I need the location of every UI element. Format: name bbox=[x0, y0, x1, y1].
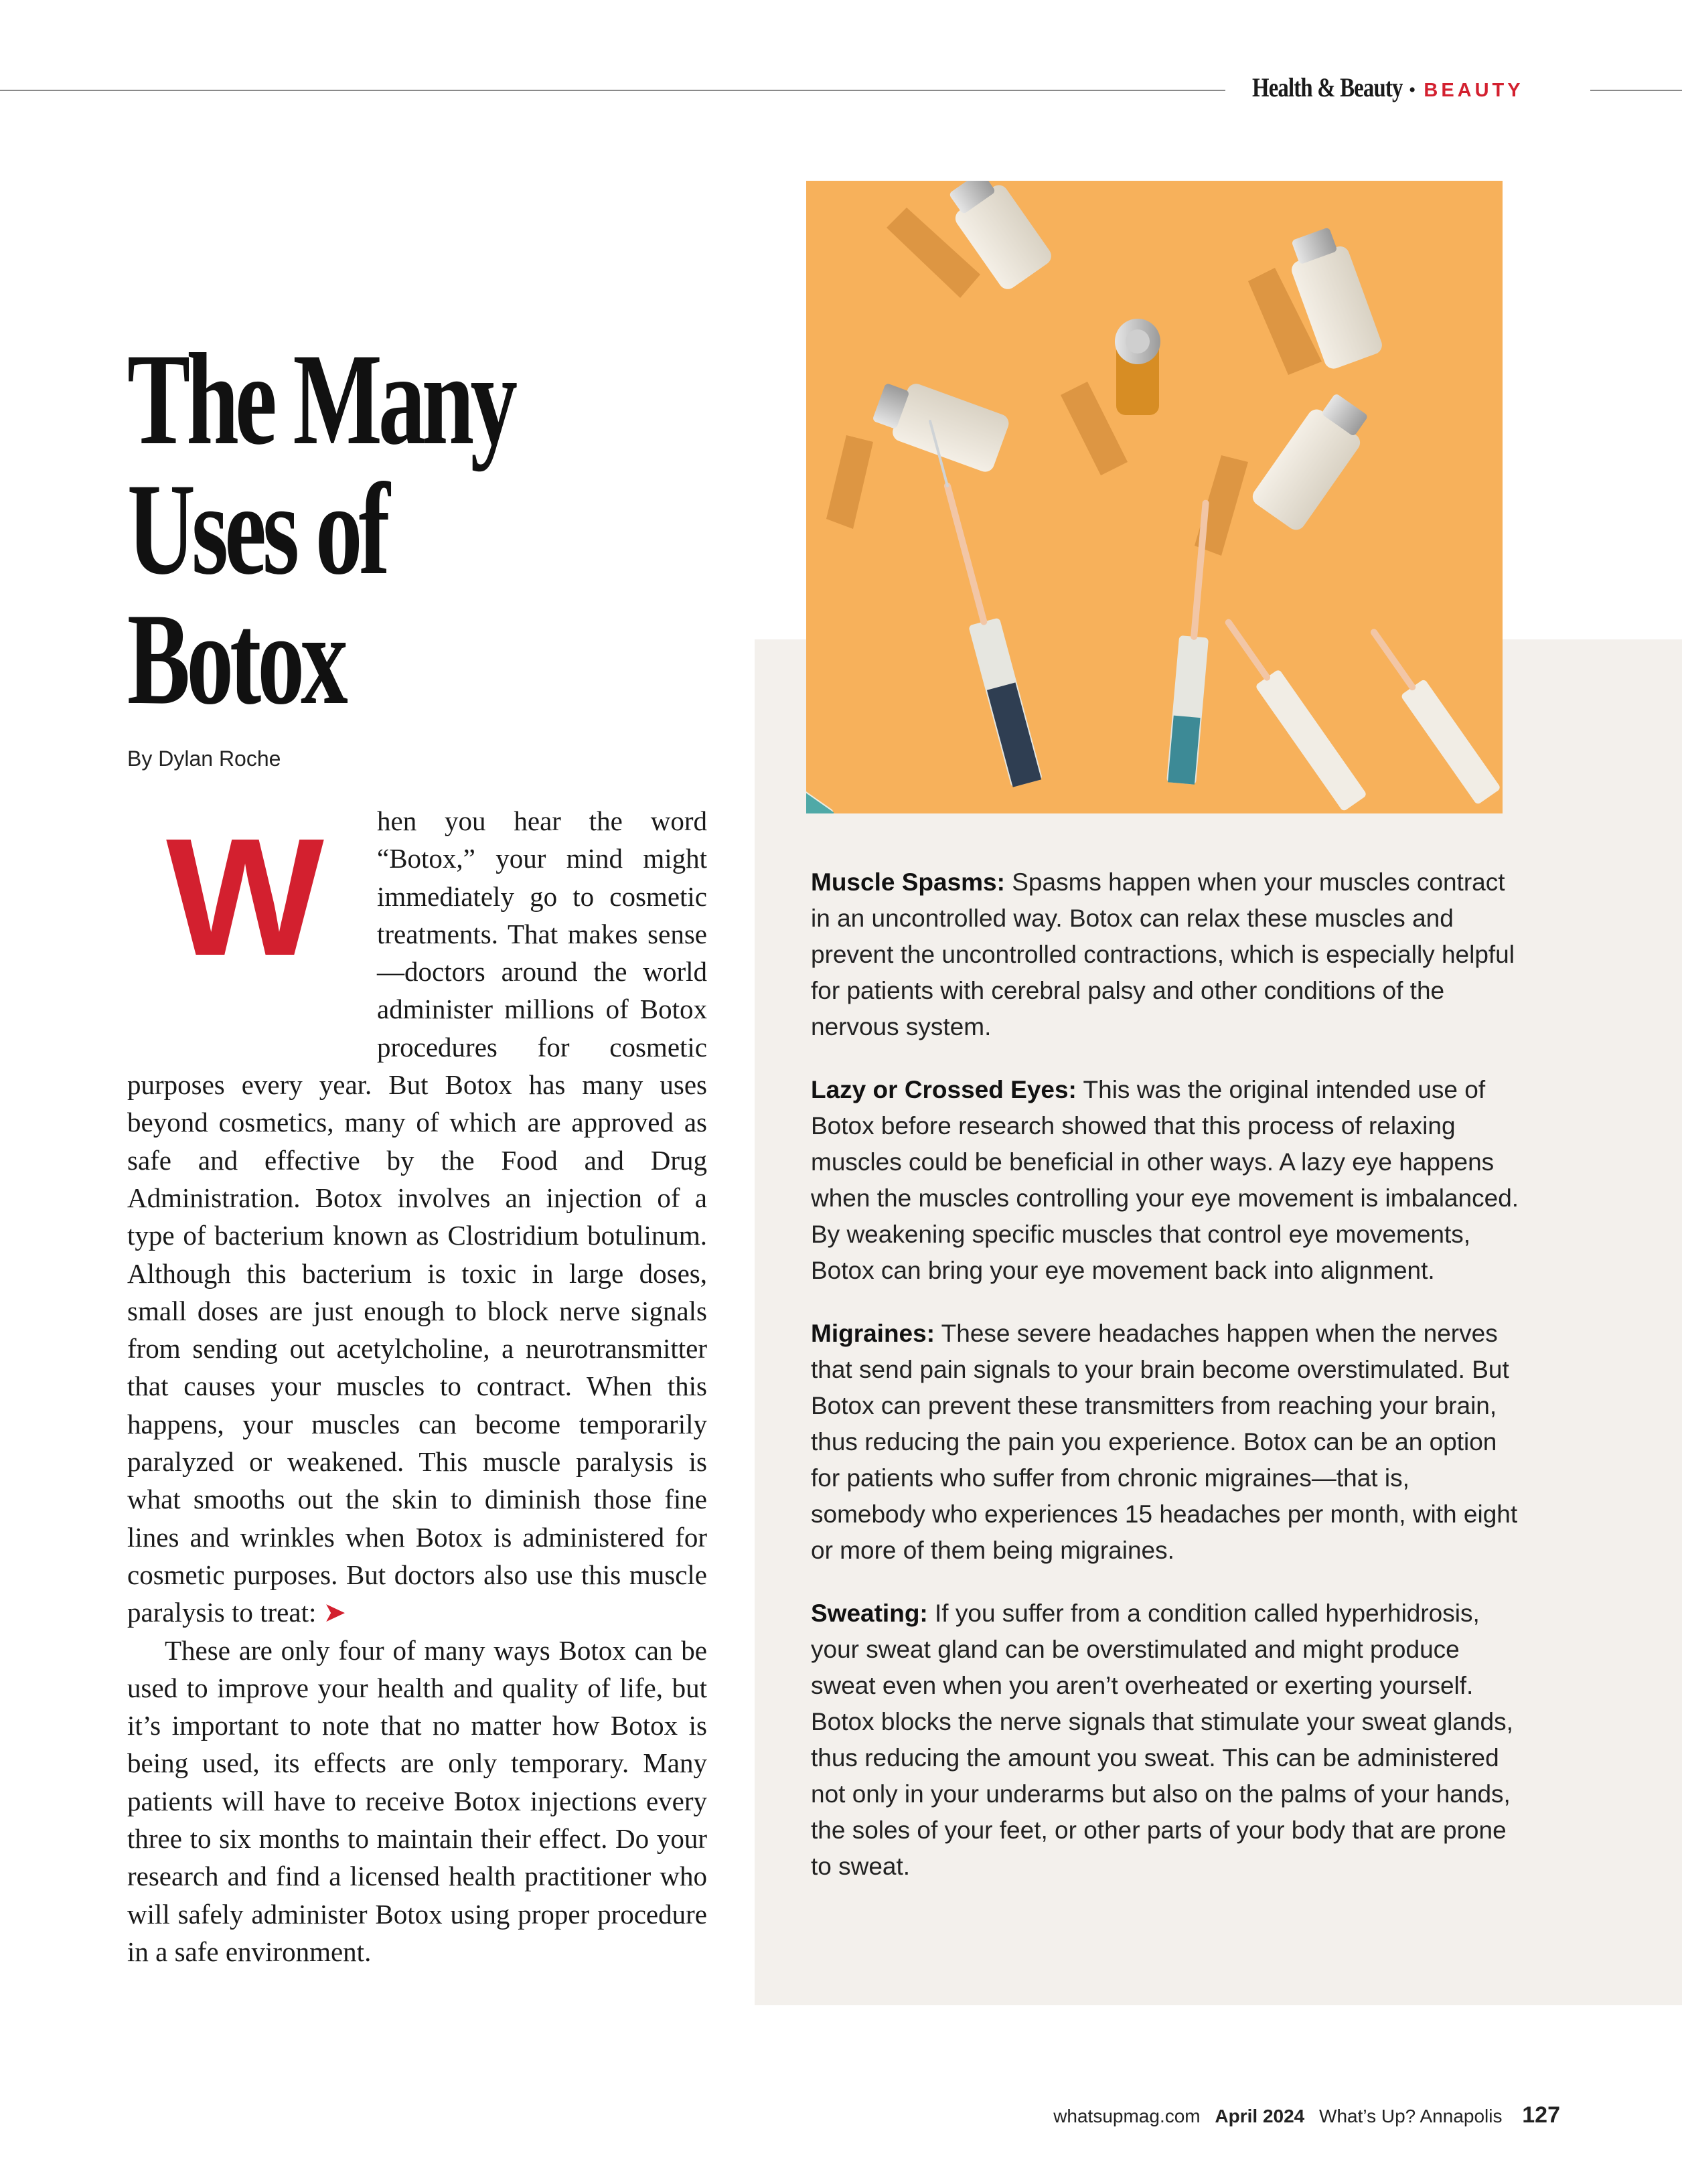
section-category: Health & Beauty bbox=[1252, 72, 1403, 102]
sidebar-item-migraines bbox=[811, 1316, 1521, 1569]
sidebar-item-heading: Sweating: bbox=[811, 1600, 928, 1627]
vials-and-syringes-illustration bbox=[806, 181, 1503, 813]
sidebar-item-muscle-spasms bbox=[811, 864, 1521, 1045]
sidebar-item-text: Spasms happen when your muscles contract in an uncontrolled way. Botox can relax these muscles and prevent the uncontrolled contractions, which is especially helpful for patients with cerebral palsy and other conditions of the nervous system. bbox=[811, 868, 1515, 1040]
article-photo bbox=[806, 181, 1503, 813]
sidebar-item-sweating bbox=[811, 1595, 1521, 1885]
body-paragraph-1-text: hen you hear the word “Botox,” your mind might immediately go to cosmetic treatments. That makes sense—doctors around the world administer millions of Botox procedures for cosmetic purposes every year. But Botox has many uses beyond cosmetics, many of which are approved as safe and effective by the Food and Drug Administration. Botox involves an injection of a type of bacterium known as Clostridium botulinum. Although this bacterium is toxic in large doses, small doses are just enough to block nerve signals from sending out acetylcholine, a neurotransmitter that causes your muscles to contract. When this happens, your muscles can become temporarily paralyzed or weakened. This muscle paralysis is what smooths out the skin to diminish those fine lines and wrinkles when Botox is administered for cosmetic purposes. But doctors also use this muscle paralysis to treat: bbox=[127, 805, 707, 1628]
title-line-2: Uses of bbox=[127, 457, 386, 602]
footer-date: April 2024 bbox=[1215, 2106, 1305, 2126]
sidebar-item-text: These severe headaches happen when the nerves that send pain signals to your brain become overstimulated. But Botox can prevent these transmitters from reaching your brain, thus reducing the pain you experience. Botox can be an option for patients who suffer from chronic migraines—that is, somebody who experiences 15 headaches per month, with eight or more of them being migraines. bbox=[811, 1320, 1518, 1564]
header-rule-right bbox=[1590, 90, 1682, 91]
drop-cap-spacer bbox=[127, 802, 377, 1033]
sidebar-item-heading: Migraines: bbox=[811, 1320, 935, 1347]
sidebar-item-heading: Muscle Spasms: bbox=[811, 868, 1005, 896]
body-paragraph-2: These are only four of many ways Botox can be used to improve your health and quality of life, but it’s important to note that no matter how Botox is being used, its effects are only temporary. Many patients will have to receive Botox injections every three to six months to maintain their effect. Do your research and find a licensed health practitioner who will safely administer Botox using proper procedure in a safe environment. bbox=[127, 1634, 707, 1967]
sidebar-item-text: If you suffer from a condition called hyperhidrosis, your sweat gland can be overstimulated and might produce sweat even when you aren’t overheated or exerting yourself. Botox blocks the nerve signals that stimulate your sweat glands, thus reducing the amount you sweat. This can be administered not only in your underarms but also on the palms of your hands, the soles of your feet, or other parts of your body that are prone to sweat. bbox=[811, 1600, 1513, 1880]
title-line-1: The Many bbox=[127, 327, 514, 472]
page-footer bbox=[1053, 2102, 1560, 2128]
sidebar-item-heading: Lazy or Crossed Eyes: bbox=[811, 1076, 1077, 1103]
section-subcategory: BEAUTY bbox=[1424, 80, 1524, 101]
footer-publication: What’s Up? Annapolis bbox=[1319, 2106, 1503, 2126]
title-line-3: Botox bbox=[127, 587, 344, 732]
drop-cap: W bbox=[166, 803, 324, 990]
footer-site-link[interactable]: whatsupmag.com bbox=[1053, 2106, 1201, 2126]
article-title bbox=[127, 327, 561, 732]
sidebar-item-lazy-eyes bbox=[811, 1072, 1521, 1289]
byline: By Dylan Roche bbox=[127, 747, 281, 771]
continue-arrow-icon: ➤ bbox=[323, 1597, 346, 1628]
sidebar-item-text: This was the original intended use of Botox before research showed that this process of relaxing muscles could be beneficial in other ways. A lazy eye happens when the muscles controlling your eye movement is imbalanced. By weakening specific muscles that control eye movements, Botox can bring your eye movement back into alignment. bbox=[811, 1076, 1519, 1284]
article-body bbox=[127, 802, 707, 1970]
sidebar-list bbox=[811, 864, 1521, 1912]
header-rule-left bbox=[0, 90, 1225, 91]
section-separator: • bbox=[1408, 79, 1416, 101]
section-header bbox=[1252, 71, 1524, 107]
page-number: 127 bbox=[1522, 2102, 1560, 2128]
